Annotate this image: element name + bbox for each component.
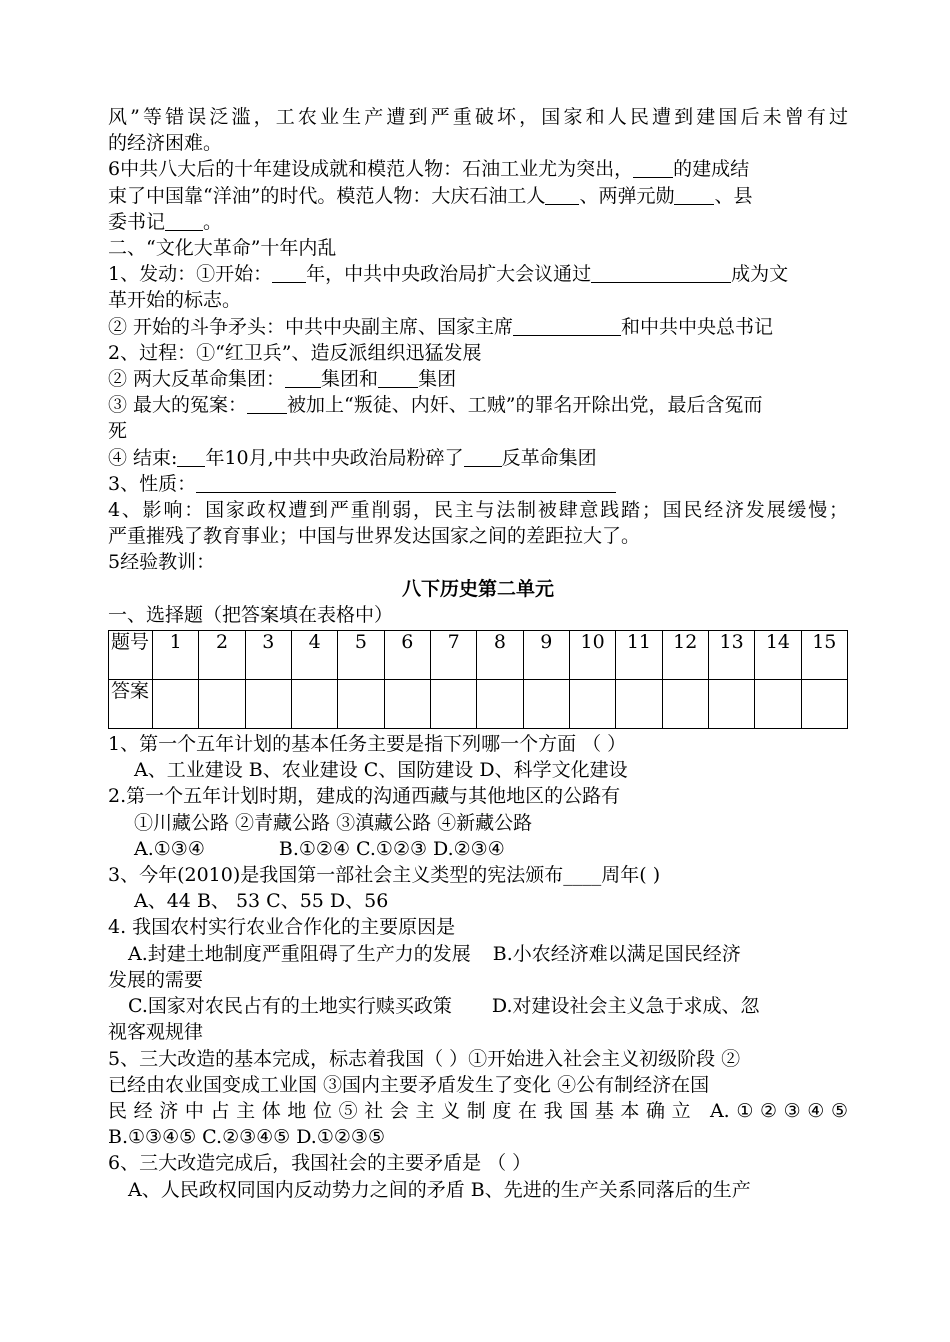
question-number: 8: [477, 631, 523, 680]
text-line: 死: [108, 420, 128, 443]
question-number: 3: [245, 631, 291, 680]
text-line: 风”等错误泛滥，工农业生产遭到严重破坏，国家和人民遭到建国后未曾有过: [108, 106, 848, 128]
text-line: 的经济困难。: [108, 132, 223, 155]
question-1: 1、第一个五年计划的基本任务主要是指下列哪一个方面 （ ）: [108, 733, 627, 756]
table-row: [109, 680, 848, 729]
answer-cell[interactable]: [199, 680, 245, 729]
answer-cell[interactable]: [801, 680, 847, 729]
answer-cell[interactable]: [245, 680, 291, 729]
table-row: [109, 631, 848, 680]
question-6: 6、三大改造完成后，我国社会的主要矛盾是 （ ）: [108, 1152, 532, 1175]
question-4-options-cont: 发展的需要: [108, 968, 204, 991]
fill-blank[interactable]: [165, 212, 203, 231]
fill-blank[interactable]: [177, 448, 205, 467]
text-line: 束了中国靠“洋油”的时代。模范人物：大庆石油工人 、两弹元勋 、县: [108, 184, 753, 207]
text-line: ④ 结束: 年10月,中共中央政治局粉碎了 反革命集团: [108, 446, 597, 469]
question-number: 1: [153, 631, 199, 680]
text-line: 6中共八大后的十年建设成就和模范人物：石油工业尤为突出， 的建成结: [108, 158, 750, 181]
question-5: 民经济中占主体地位⑤社会主义制度在我国基本确立 A.①②③④⑤: [108, 1099, 848, 1122]
fill-blank[interactable]: [674, 186, 714, 205]
answer-cell[interactable]: [477, 680, 523, 729]
question-2-options: A.①③④ B.①②④ C.①②③ D.②③④: [134, 837, 505, 860]
question-number: 7: [430, 631, 476, 680]
question-3: 3、今年(2010)是我国第一部社会主义类型的宪法颁布____周年( ): [108, 864, 661, 887]
question-4-options: A.封建土地制度严重阻碍了生产力的发展 B.小农经济难以满足国民经济: [128, 942, 741, 965]
text-line: 委书记 。: [108, 210, 223, 233]
text-line: 严重摧残了教育事业；中国与世界发达国家之间的差距拉大了。: [108, 525, 641, 548]
fill-blank[interactable]: [545, 186, 579, 205]
answer-cell[interactable]: [662, 680, 708, 729]
section-title: 二、“文化大革命”十年内乱: [108, 237, 337, 260]
text-line: ② 开始的斗争矛头：中共中央副主席、国家主席 和中共中央总书记: [108, 315, 774, 338]
question-number: 12: [662, 631, 708, 680]
fill-blank[interactable]: [513, 317, 621, 336]
document-page: [108, 104, 848, 1203]
question-5: 5、三大改造的基本完成，标志着我国（ ）①开始进入社会主义初级阶段 ②: [108, 1047, 741, 1070]
question-3-options: A、44 B、 53 C、55 D、56: [134, 890, 389, 913]
unit-title: 八下历史第二单元: [401, 577, 554, 600]
fill-blank[interactable]: [285, 369, 321, 388]
question-4-options: C.国家对农民占有的土地实行赎买政策 D.对建设社会主义急于求成、忽: [128, 995, 760, 1018]
answer-cell[interactable]: [430, 680, 476, 729]
question-number: 9: [523, 631, 569, 680]
fill-blank[interactable]: [247, 395, 287, 414]
fill-blank[interactable]: [633, 159, 673, 178]
fill-blank[interactable]: [591, 264, 731, 283]
answer-cell[interactable]: [523, 680, 569, 729]
answer-cell[interactable]: [384, 680, 430, 729]
text-line: 2、过程：①“红卫兵”、造反派组织迅猛发展: [108, 341, 482, 364]
question-number: 11: [616, 631, 662, 680]
text-line: ③ 最大的冤案： 被加上“叛徒、内奸、工贼”的罪名开除出党，最后含冤而: [108, 394, 763, 417]
answer-cell[interactable]: [616, 680, 662, 729]
answer-cell[interactable]: [291, 680, 337, 729]
answer-cell[interactable]: [153, 680, 199, 729]
question-number: 5: [338, 631, 384, 680]
question-number: 2: [199, 631, 245, 680]
text-line: 革开始的标志。: [108, 289, 242, 312]
question-4-options-cont: 视客观规律: [108, 1021, 204, 1044]
question-number: 4: [291, 631, 337, 680]
text-line: 5经验教训：: [108, 551, 216, 574]
answer-cell[interactable]: [755, 680, 801, 729]
fill-blank[interactable]: [378, 369, 418, 388]
row-label: 题号: [109, 631, 153, 680]
answer-table: [108, 630, 848, 729]
fill-blank[interactable]: [196, 474, 616, 493]
answer-cell[interactable]: [708, 680, 754, 729]
text-line: 4、影响：国家政权遭到严重削弱，民主与法制被肆意践踏；国民经济发展缓慢；: [108, 499, 848, 522]
text-line: 1、发动：①开始： 年，中共中央政治局扩大会议通过 成为文: [108, 263, 789, 286]
question-number: 10: [569, 631, 615, 680]
answer-cell[interactable]: [569, 680, 615, 729]
question-2-items: ①川藏公路 ②青藏公路 ③滇藏公路 ④新藏公路: [134, 811, 533, 834]
fill-blank[interactable]: [272, 264, 306, 283]
question-number: 15: [801, 631, 847, 680]
question-number: 14: [755, 631, 801, 680]
text-line: ② 两大反革命集团： 集团和 集团: [108, 368, 457, 391]
text-line: 3、性质：: [108, 471, 848, 497]
question-6-options: A、人民政权同国内反动势力之间的矛盾 B、先进的生产关系同落后的生产: [128, 1178, 751, 1201]
question-5: 已经由农业国变成工业国 ③国内主要矛盾发生了变化 ④公有制经济在国: [108, 1073, 710, 1096]
question-2: 2.第一个五年计划时期，建成的沟通西藏与其他地区的公路有: [108, 785, 621, 808]
question-1-options: A、工业建设 B、农业建设 C、国防建设 D、科学文化建设: [134, 759, 628, 782]
fill-blank[interactable]: [464, 448, 502, 467]
row-label: 答案: [109, 680, 153, 729]
question-5-options: B.①③④⑤ C.②③④⑤ D.①②③⑤: [108, 1126, 385, 1149]
question-4: 4. 我国农村实行农业合作化的主要原因是: [108, 916, 456, 939]
part-title: 一、选择题（把答案填在表格中）: [108, 603, 394, 626]
answer-cell[interactable]: [338, 680, 384, 729]
question-number: 13: [708, 631, 754, 680]
question-number: 6: [384, 631, 430, 680]
